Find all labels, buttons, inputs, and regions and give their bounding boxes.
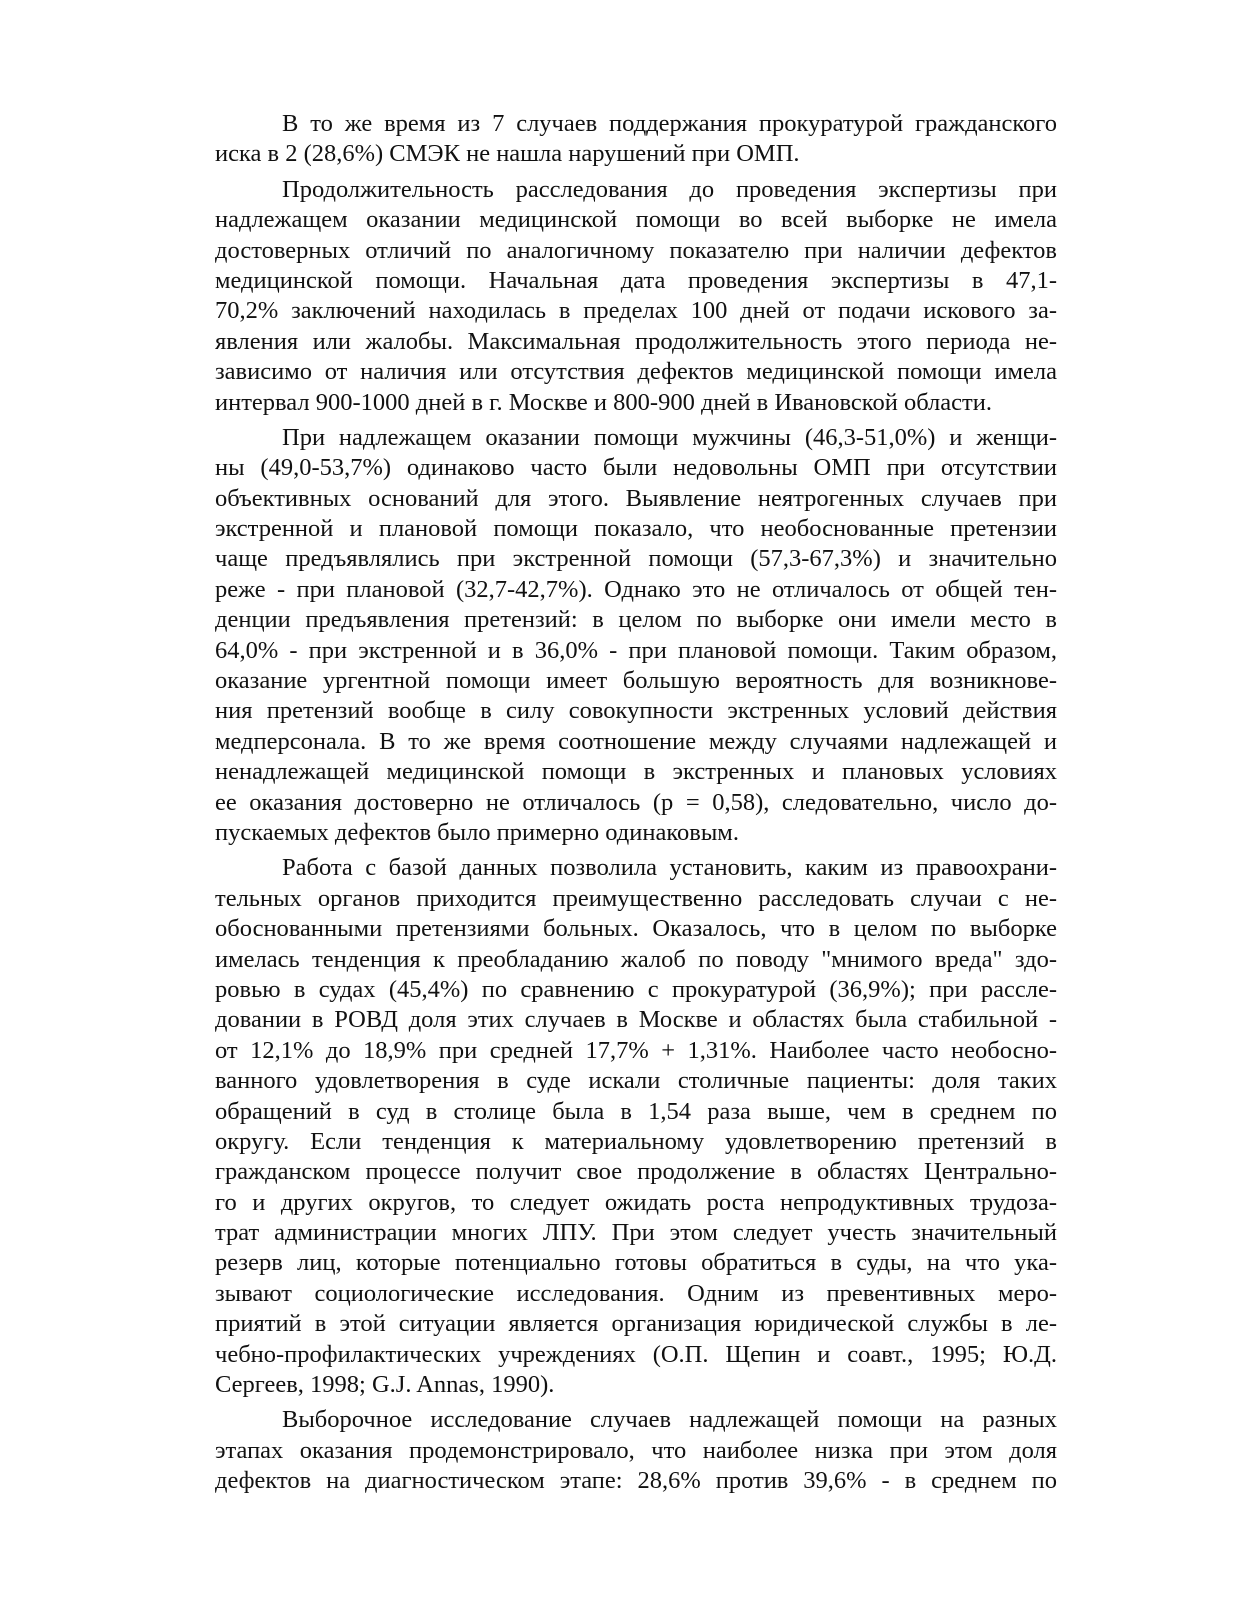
text-line: пускаемых дефектов было примерно одинаковым. (215, 818, 739, 846)
text-line: округу. Если тенденция к материальному удовлетворению претензий в (215, 1127, 1057, 1155)
text-line: тельных органов приходится преимущественно расследовать случаи с не- (215, 884, 1057, 912)
text-line: денции предъявления претензий: в целом по выборке они имели место в (215, 606, 1057, 634)
paragraph-5 (215, 1405, 1057, 1496)
text-line: от 12,1% до 18,9% при средней 17,7% + 1,31%. Наиболее часто необосно- (215, 1036, 1057, 1064)
text-line: медицинской помощи. Начальная дата проведения экспертизы в 47,1- (215, 266, 1057, 294)
text-line: При надлежащем оказании помощи мужчины (46,3-51,0%) и женщи- (282, 423, 1057, 451)
text-line: явления или жалобы. Максимальная продолжительность этого периода не- (215, 327, 1057, 355)
text-line: трат администрации многих ЛПУ. При этом следует учесть значительный (215, 1219, 1057, 1247)
text-line: чебно-профилактических учреждениях (О.П. Щепин и соавт., 1995; Ю.Д. (215, 1340, 1057, 1368)
text-line: обращений в суд в столице была в 1,54 раза выше, чем в среднем по (215, 1097, 1057, 1125)
text-line: медперсонала. В то же время соотношение между случаями надлежащей и (215, 727, 1057, 755)
text-line: го и других округов, то следует ожидать роста непродуктивных трудоза- (215, 1188, 1057, 1216)
text-line: имелась тенденция к преобладанию жалоб по поводу "мнимого вреда" здо- (215, 945, 1057, 973)
text-line: ния претензий вообще в силу совокупности экстренных условий действия (215, 697, 1057, 725)
text-line: чаще предъявлялись при экстренной помощи (57,3-67,3%) и значительно (215, 545, 1057, 573)
text-line: достоверных отличий по аналогичному показателю при наличии дефектов (215, 236, 1057, 264)
text-line: резерв лиц, которые потенциально готовы обратиться в суды, на что ука- (215, 1249, 1057, 1277)
text-line: надлежащем оказании медицинской помощи во всей выборке не имела (215, 206, 1057, 234)
text-line: интервал 900-1000 дней в г. Москве и 800-900 дней в Ивановской области. (215, 388, 992, 416)
text-line: В то же время из 7 случаев поддержания прокуратурой гражданского (282, 110, 1057, 137)
text-line: приятий в этой ситуации является организация юридической службы в ле- (215, 1310, 1057, 1338)
text-line: Продолжительность расследования до проведения экспертизы при (282, 175, 1057, 203)
text-line: гражданском процессе получит свое продолжение в областях Центрально- (215, 1158, 1057, 1186)
text-line: Сергеев, 1998; G.J. Annas, 1990). (215, 1371, 555, 1399)
text-line: ровью в судах (45,4%) по сравнению с прокуратурой (36,9%); при рассле- (215, 975, 1057, 1003)
text-line: зывают социологические исследования. Одним из превентивных меро- (215, 1279, 1057, 1307)
paragraph-3 (215, 423, 1057, 848)
text-line: дефектов на диагностическом этапе: 28,6% против 39,6% - в среднем по (215, 1467, 1057, 1495)
text-line: ны (49,0-53,7%) одинаково часто были недовольны ОМП при отсутствии (215, 454, 1057, 482)
paragraph-1 (215, 109, 1057, 170)
text-line: иска в 2 (28,6%) СМЭК не нашла нарушений при ОМП. (215, 140, 800, 168)
text-line: этапах оказания продемонстрировало, что наиболее низка при этом доля (215, 1436, 1057, 1464)
text-line: оказание ургентной помощи имеет большую вероятность для возникнове- (215, 667, 1057, 695)
text-line: 64,0% - при экстренной и в 36,0% - при плановой помощи. Таким образом, (215, 636, 1057, 664)
text-line: ненадлежащей медицинской помощи в экстренных и плановых условиях (215, 758, 1057, 786)
text-line: зависимо от наличия или отсутствия дефектов медицинской помощи имела (215, 358, 1057, 386)
text-line: реже - при плановой (32,7-42,7%). Однако это не отличалось от общей тен- (215, 575, 1057, 603)
text-line: довании в РОВД доля этих случаев в Москве и областях была стабильной - (215, 1006, 1057, 1034)
text-line: объективных оснований для этого. Выявление неятрогенных случаев при (215, 484, 1057, 512)
text-line: экстренной и плановой помощи показало, что необоснованные претензии (215, 515, 1057, 543)
text-line: обоснованными претензиями больных. Оказалось, что в целом по выборке (215, 915, 1057, 943)
document-page (215, 109, 1057, 1497)
text-line: Работа с базой данных позволила установить, каким из правоохрани- (282, 854, 1057, 882)
text-line: 70,2% заключений находилась в пределах 100 дней от подачи искового за- (215, 297, 1057, 325)
paragraph-2 (215, 175, 1057, 418)
text-line: ванного удовлетворения в суде искали столичные пациенты: доля таких (215, 1067, 1057, 1095)
text-line: ее оказания достоверно не отличалось (p = 0,58), следовательно, число до- (215, 788, 1057, 816)
text-line: Выборочное исследование случаев надлежащей помощи на разных (282, 1406, 1057, 1434)
paragraph-4 (215, 853, 1057, 1400)
